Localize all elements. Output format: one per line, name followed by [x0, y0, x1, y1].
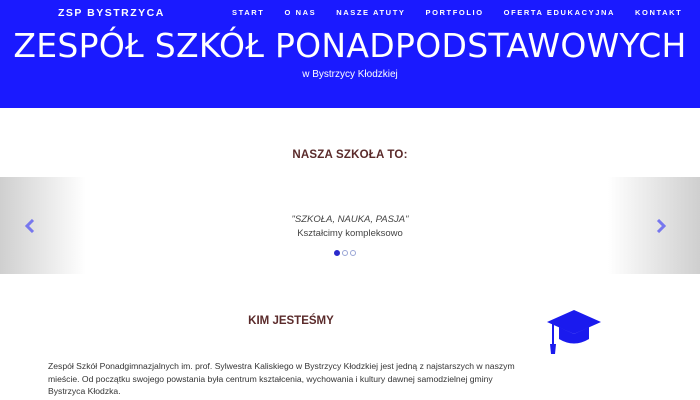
site-brand[interactable]: ZSP BYSTRZYCA [58, 7, 165, 19]
page-subtitle: w Bystrzycy Kłodzkiej [302, 69, 398, 80]
slide-text: Kształcimy kompleksowo [297, 228, 403, 239]
graduation-cap-icon [545, 308, 603, 356]
nav-item-oferta-edukacyjna[interactable]: OFERTA EDUKACYJNA [503, 8, 616, 17]
school-section-title: NASZA SZKOŁA TO: [292, 149, 408, 161]
nav-item-kontakt[interactable]: KONTAKT [635, 8, 683, 17]
hero-header [0, 0, 700, 108]
about-title: KIM JESTEŚMY [248, 315, 334, 327]
carousel-dot-1[interactable] [334, 250, 340, 256]
carousel-prev-area[interactable] [0, 177, 86, 274]
page-title: ZESPÓŁ SZKÓŁ PONADPODSTAWOWYCH [13, 26, 687, 65]
carousel-dot-2[interactable] [342, 250, 348, 256]
main-nav [232, 8, 682, 17]
carousel-dot-3[interactable] [350, 250, 356, 256]
carousel-indicators [334, 250, 356, 256]
carousel [0, 177, 700, 274]
nav-item-nasze-atuty[interactable]: NASZE ATUTY [336, 8, 406, 17]
nav-item-start[interactable]: START [232, 8, 265, 17]
slide-quote: "SZKOŁA, NAUKA, PASJA" [291, 214, 409, 225]
nav-item-portfolio[interactable]: PORTFOLIO [425, 8, 484, 17]
nav-item-o-nas[interactable]: O NAS [284, 8, 317, 17]
about-paragraph: Zespół Szkół Ponadgimnazjalnych im. prof. Sylwestra Kaliskiego w Bystrzycy Kłodzkiej jest jedną z najstarszych w naszym mieście. Od początku swojego powstania była centrum kształcenia, wychowania i kultury dawnej samodzielnej gminy Bystrzyca Kłodzka. [48, 361, 515, 396]
